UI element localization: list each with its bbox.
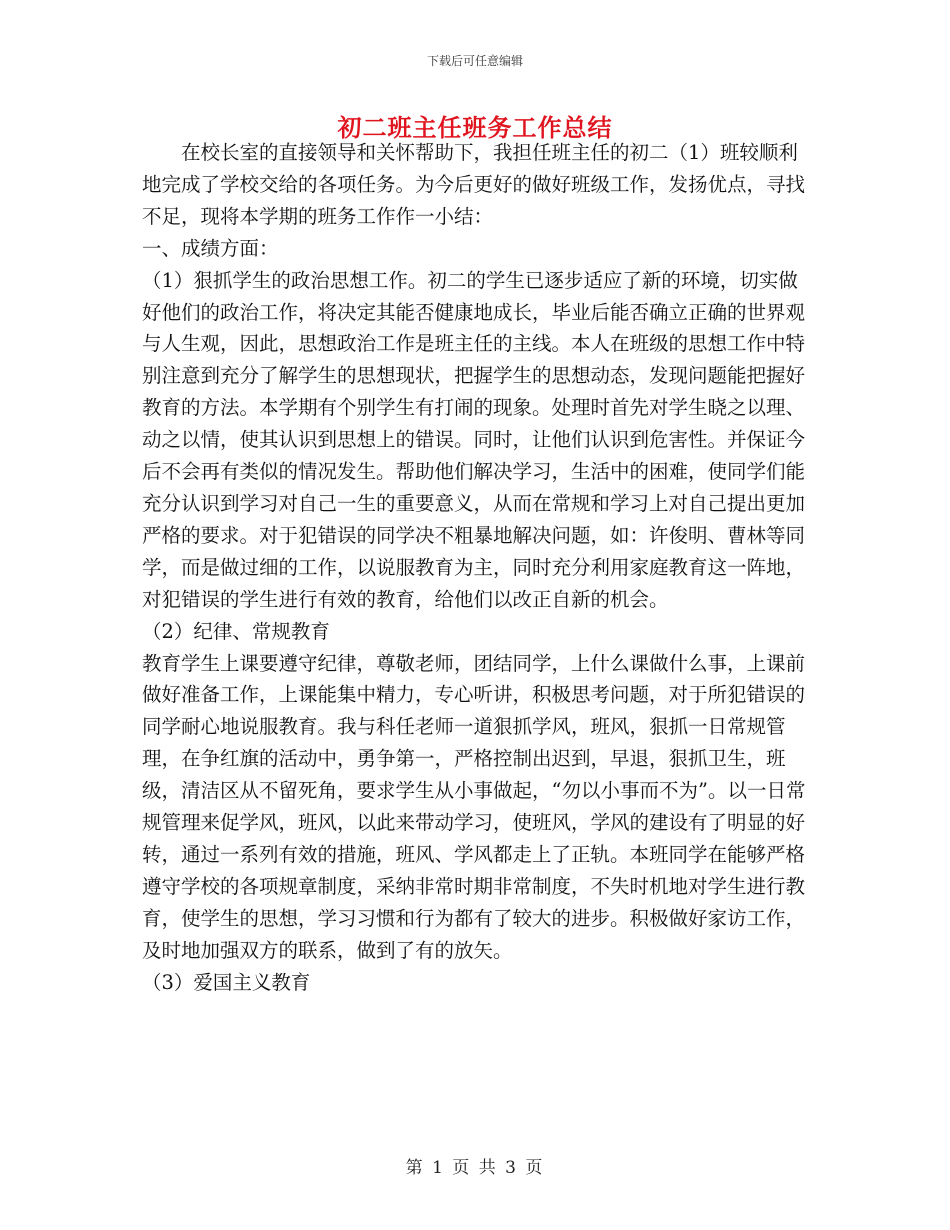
subheading-discipline: （2）纪律、常规教育: [142, 619, 330, 643]
subheading-patriotism: （3）爱国主义教育: [142, 970, 311, 994]
section-heading-achievements: 一、成绩方面：: [142, 236, 279, 260]
page-number: 第 1 页 共 3 页: [405, 1158, 545, 1178]
document-title: 初二班主任班务工作总结: [337, 113, 613, 142]
paragraph-intro: 在校长室的直接领导和关怀帮助下，我担任班主任的初二（1）班较顺利地完成了学校交给的各项任务。为今后更好的做好班级工作，发扬优点，寻找不足，现将本学期的班务工作作一小结：: [142, 141, 806, 228]
paragraph-discipline: 教育学生上课要遵守纪律，尊敬老师，团结同学，上什么课做什么事，上课前做好准备工作，上课能集中精力，专心听讲，积极思考问题，对于所犯错误的同学耐心地说服教育。我与科任老师一道狠抓学风，班风，狠抓一日常规管理，在争红旗的活动中，勇争第一，严格控制出迟到，早退，狠抓卫生，班级，清洁区从不留死角，要求学生从小事做起，“勿以小事而不为”。以一日常规管理来促学风，班风，以此来带动学习，使班风，学风的建设有了明显的好转，通过一系列有效的措施，班风、学风都走上了正轨。本班同学在能够严格遵守学校的各项规章制度，采纳非常时期非常制度，不失时机地对学生进行教育，使学生的思想，学习习惯和行为都有了较大的进步。积极做好家访工作，及时地加强双方的联系，做到了有的放矢。: [142, 651, 806, 962]
document-body: [142, 137, 812, 998]
paragraph-political-work: （1）狠抓学生的政治思想工作。初二的学生已逐步适应了新的环境，切实做好他们的政治工作，将决定其能否健康地成长，毕业后能否确立正确的世界观与人生观，因此，思想政治工作是班主任的主线。本人在班级的思想工作中特别注意到充分了解学生的思想现状，把握学生的思想动态，发现问题能把握好教育的方法。本学期有个别学生有打闹的现象。处理时首先对学生晓之以理、动之以情，使其认识到思想上的错误。同时，让他们认识到危害性。并保证今后不会再有类似的情况发生。帮助他们解决学习，生活中的困难，使同学们能充分认识到学习对自己一生的重要意义，从而在常规和学习上对自己提出更加严格的要求。对于犯错误的同学决不粗暴地解决问题，如：许俊明、曹林等同学，而是做过细的工作，以说服教育为主，同时充分利用家庭教育这一阵地，对犯错误的学生进行有效的教育，给他们以改正自新的机会。: [142, 268, 806, 611]
header-note: 下载后可任意编辑: [426, 54, 523, 68]
